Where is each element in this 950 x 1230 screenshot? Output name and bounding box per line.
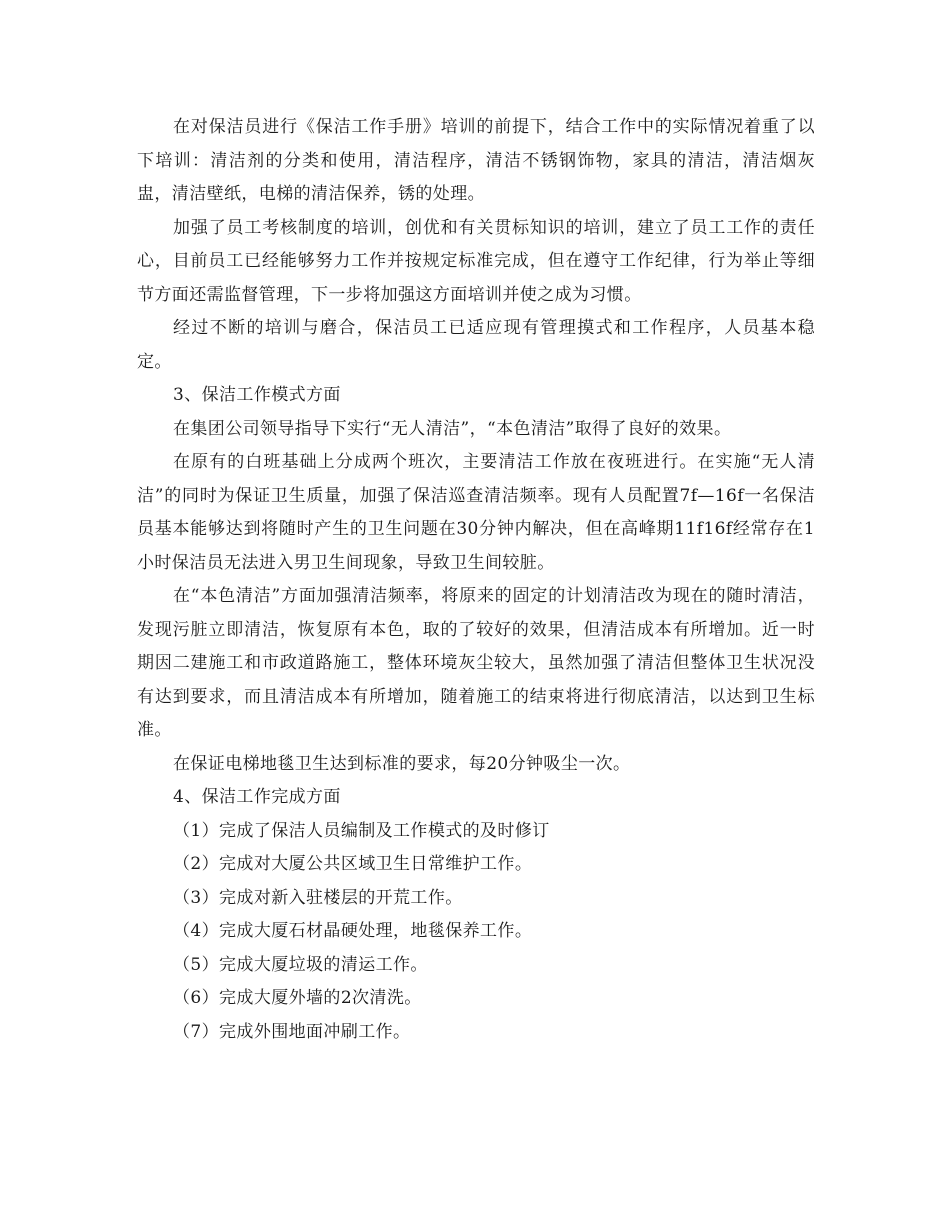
list-item: （6）完成大厦外墙的2次清洗。 [173,988,422,1008]
paragraph-shift-arrangement: 在原有的白班基础上分成两个班次，主要清洁工作放在夜班进行。在实施“无人清洁”的同时为保证卫生质量，加强了保洁巡查清洁频率。现有人员配置7f—16f一名保洁员基本能够达到将随时产生的卫生问题在30分钟内解决，但在高峰期11f16f经常存在1小时保洁员无法进入男卫生间现象，导致卫生间较脏。 [137,452,815,573]
paragraph-training-topics: 在对保洁员进行《保洁工作手册》培训的前提下，结合工作中的实际情况着重了以下培训：清洁剂的分类和使用，清洁程序，清洁不锈钢饰物，家具的清洁，清洁烟灰盅，清洁壁纸，电梯的清洁保养，锈的处理。 [137,117,815,204]
section-heading-work-mode: 3、保洁工作模式方面 [173,385,341,405]
section-heading-completion: 4、保洁工作完成方面 [173,787,341,807]
paragraph-elevator-carpet: 在保证电梯地毯卫生达到标准的要求，每20分钟吸尘一次。 [173,753,631,774]
paragraph-original-color-cleaning: 在“本色清洁”方面加强清洁频率，将原来的固定的计划清洁改为现在的随时清洁，发现污脏立即清洁，恢复原有本色，取的了较好的效果，但清洁成本有所增加。近一时期因二建施工和市政道路施工，整体环境灰尘较大，虽然加强了清洁但整体卫生状况没有达到要求，而且清洁成本有所增加，随着施工的结束将进行彻底清洁，以达到卫生标准。 [137,586,815,740]
list-item: （4）完成大厦石材晶硬处理，地毯保养工作。 [173,921,533,941]
list-item: （2）完成对大厦公共区域卫生日常维护工作。 [173,854,533,874]
list-item: （5）完成大厦垃圾的清运工作。 [173,954,428,975]
paragraph-assessment-training: 加强了员工考核制度的培训，创优和有关贯标知识的培训，建立了员工工作的责任心，目前员工已经能够努力工作并按规定标准完成，但在遵守工作纪律，行为举止等细节方面还需监督管理，下一步将加强这方面培训并使之成为习惯。 [137,217,815,305]
list-item: （3）完成对新入驻楼层的开荒工作。 [173,887,463,908]
paragraph-unmanned-cleaning: 在集团公司领导指导下实行“无人清洁”，“本色清洁”取得了良好的效果。 [173,418,732,439]
paragraph-staff-stable: 经过不断的培训与磨合，保洁员工已适应现有管理摸式和工作程序，人员基本稳定。 [137,318,815,372]
list-item: （1）完成了保洁人员编制及工作模式的及时修订 [173,820,550,841]
list-item: （7）完成外围地面冲刷工作。 [173,1021,411,1042]
document-body [137,111,815,1049]
